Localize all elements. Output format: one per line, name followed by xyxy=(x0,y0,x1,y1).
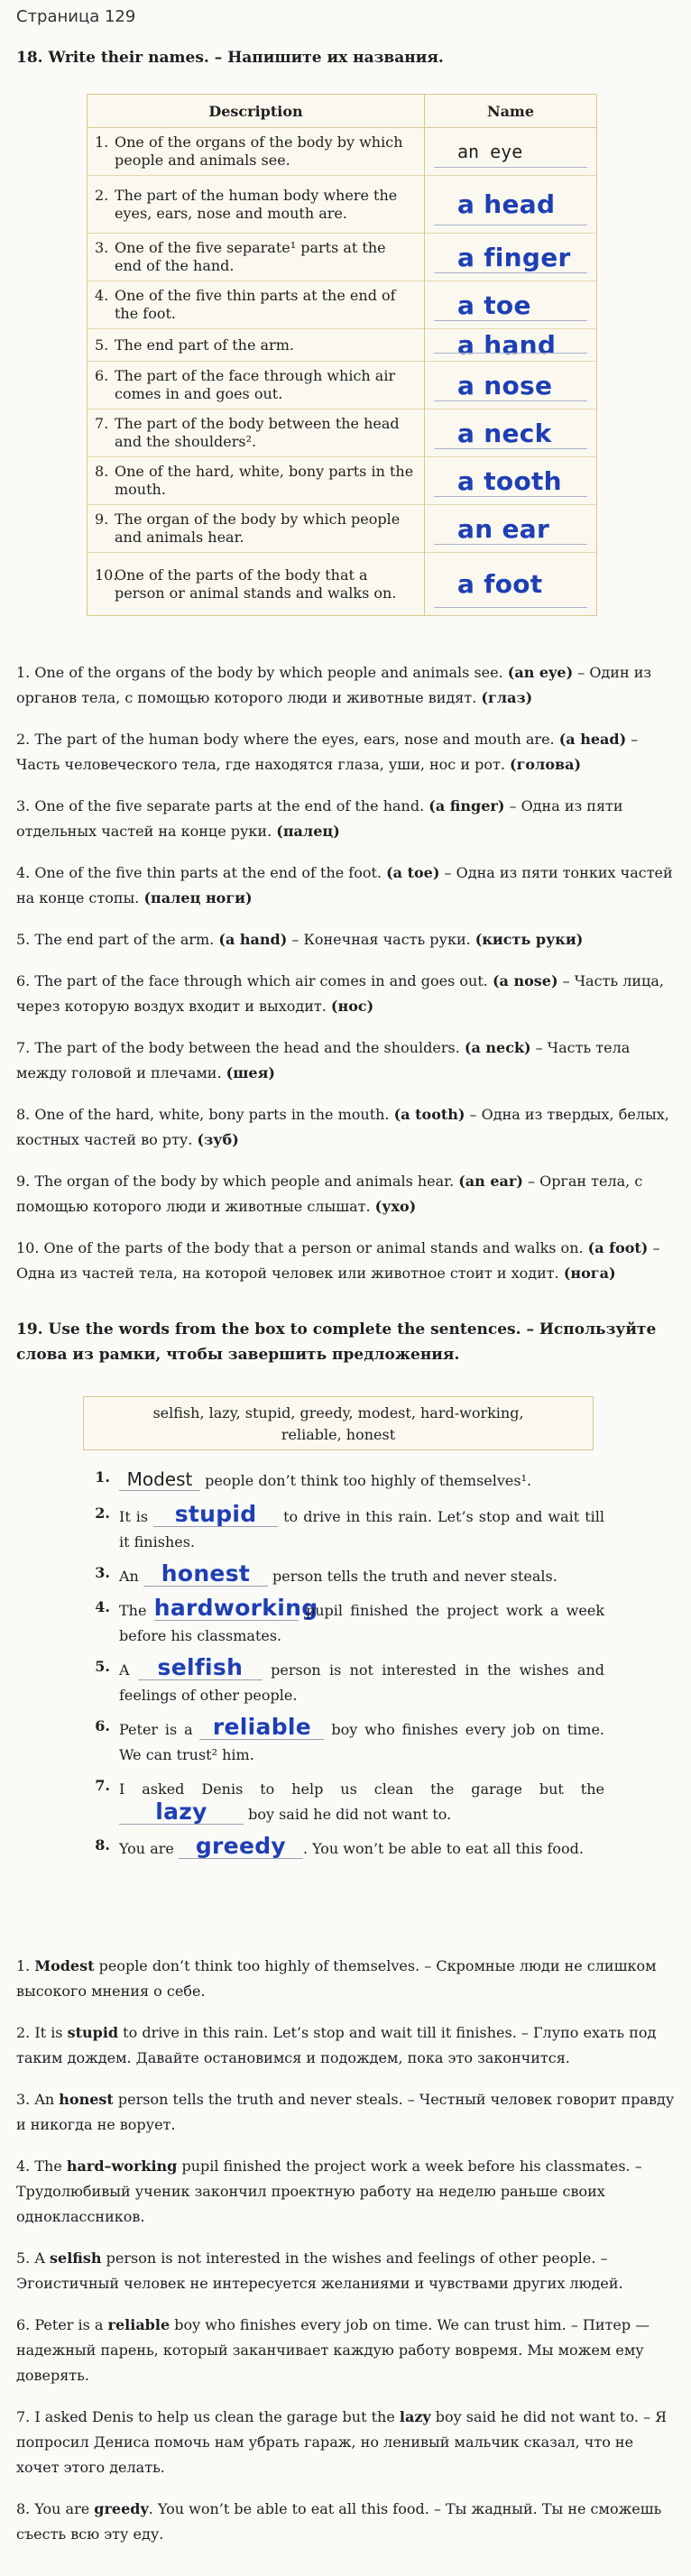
handwritten-answer: greedy xyxy=(195,1833,286,1859)
handwritten-answer: hardworking xyxy=(153,1595,318,1621)
translation-text: 4. The xyxy=(16,2157,67,2175)
translation-text: – Часть человеческого тела, где находятся глаза, уши, нос и рот. xyxy=(16,731,639,773)
sentence-list xyxy=(83,1468,604,1862)
translation-answer: (an eye) xyxy=(507,664,574,681)
translation-text: person tells the truth and never steals. – Честный человек говорит правду и никогда не ворует. xyxy=(16,2091,675,2133)
translation-text: . You won’t be able to eat all this food. – Ты жадный. Ты не сможешь съесть всю эту еду. xyxy=(16,2500,662,2543)
sentence-text: I asked Denis to help us clean the garage but the xyxy=(119,1780,604,1798)
exercise-18-translations xyxy=(16,660,675,1302)
sentence-number: 7. xyxy=(95,1777,110,1794)
answer-cell xyxy=(425,505,597,553)
word-box xyxy=(83,1396,594,1450)
translation-text: – Часть лица, через которую воздух входит и выходит. xyxy=(16,972,664,1015)
handwritten-answer: a neck xyxy=(457,418,552,448)
sentence xyxy=(83,1501,604,1555)
description-text: One of the five separate¹ parts at the end of the hand. xyxy=(115,239,386,274)
translation-text: 2. The part of the human body where the eyes, ears, nose and mouth are. xyxy=(16,731,559,748)
translation-item xyxy=(16,860,675,911)
description-wrap xyxy=(95,133,415,170)
sentence-text: A xyxy=(119,1661,138,1679)
handwritten-answer: a foot xyxy=(457,569,543,599)
translation-answer: (a foot) xyxy=(587,1239,649,1256)
answer-blank xyxy=(119,1470,200,1491)
description-text: One of the organs of the body by which people and animals see. xyxy=(115,133,403,169)
answer-underline xyxy=(434,272,587,273)
sentence-text: person is not interested in the wishes and feelings of other people. xyxy=(119,1661,604,1704)
sentence-text: You are xyxy=(119,1840,179,1857)
description-text: The end part of the arm. xyxy=(115,336,294,354)
answer-underline xyxy=(434,496,587,497)
translation-item xyxy=(16,1035,675,1086)
handwritten-answer: a tooth xyxy=(457,465,562,496)
translation-answer: Modest xyxy=(34,1957,95,1974)
exercise-18-heading: 18. Write their names. – Напишите их названия. xyxy=(16,49,444,67)
answer-blank xyxy=(119,1799,244,1825)
answer-underline xyxy=(434,544,587,545)
translation-text: 7. I asked Denis to help us clean the garage but the xyxy=(16,2408,400,2425)
translation-item xyxy=(16,2246,675,2296)
sentence-body xyxy=(119,1560,604,1589)
row-number: 6. xyxy=(95,367,109,384)
answer-cell xyxy=(425,457,597,505)
translation-text: 7. The part of the body between the head and the shoulders. xyxy=(16,1039,465,1056)
sentence-text: person tells the truth and never steals. xyxy=(267,1568,557,1585)
table-row xyxy=(88,128,597,176)
translation-answer: stupid xyxy=(67,2024,119,2041)
sentence xyxy=(83,1714,604,1768)
row-number: 7. xyxy=(95,415,109,432)
description-wrap xyxy=(95,336,415,354)
sentence-number: 6. xyxy=(95,1717,110,1734)
sentence xyxy=(83,1560,604,1589)
table-row xyxy=(88,457,597,505)
translation-text: 3. One of the five separate parts at the end of the hand. xyxy=(16,797,429,814)
row-number: 5. xyxy=(95,336,109,354)
translation-text: 6. Peter is a xyxy=(16,2316,108,2333)
answer-underline xyxy=(434,400,587,401)
handwritten-answer: a head xyxy=(457,189,556,219)
sentence-number: 4. xyxy=(95,1598,110,1615)
row-number: 9. xyxy=(95,511,109,528)
description-cell xyxy=(88,281,425,329)
answer-blank xyxy=(199,1714,324,1740)
translation-text: pupil finished the project work a week before his classmates. – Трудолюбивый ученик закончил проектную работу на неделю раньше своих одноклассников. xyxy=(16,2157,642,2225)
sentence-body xyxy=(119,1714,604,1768)
table-row xyxy=(88,234,597,281)
description-wrap xyxy=(95,415,415,451)
translation-text: 1. One of the organs of the body by which people and animals see. xyxy=(16,664,508,681)
table-row xyxy=(88,553,597,616)
translation-text: 2. It is xyxy=(16,2024,68,2041)
exercise-19-heading: 19. Use the words from the box to complete the sentences. – Используйте слова из рамки, чтобы завершить предложения. xyxy=(16,1320,657,1364)
exercise-19-translations xyxy=(16,1954,675,2563)
translation-text: 9. The organ of the body by which people and animals hear. xyxy=(16,1173,459,1190)
answer-cell xyxy=(425,281,597,329)
description-wrap xyxy=(95,239,415,275)
translation-text: – Орган тела, с помощью которого люди и животные слышат. xyxy=(16,1173,643,1215)
description-text: The part of the human body where the eyes, ears, nose and mouth are. xyxy=(115,186,398,222)
answer-underline xyxy=(434,353,587,354)
translation-answer: (a tooth) xyxy=(393,1106,465,1123)
sentence xyxy=(83,1595,605,1649)
translation-item xyxy=(16,1169,675,1219)
translation-answer-ru: (голова) xyxy=(510,756,582,773)
names-table xyxy=(87,94,597,616)
translation-item xyxy=(16,969,675,1019)
handwritten-answer: an eye xyxy=(457,141,523,162)
description-cell xyxy=(88,362,425,409)
translation-text: boy said he did not want to. – Я попросил Дениса помочь нам убрать гараж, но ленивый мальчик сказал, что не хочет этого делать. xyxy=(16,2408,667,2476)
table-row xyxy=(88,281,597,329)
sentence-text: people don’t think too highly of themselves¹. xyxy=(200,1472,532,1489)
description-wrap xyxy=(95,511,415,547)
handwritten-answer: honest xyxy=(161,1560,251,1587)
translation-text: 3. An xyxy=(16,2091,60,2108)
sentence-text: An xyxy=(119,1568,143,1585)
translation-text: boy who finishes every job on time. We can trust him. – Питер — надежный парень, который заканчивает каждую работу вовремя. Мы можем ему доверять. xyxy=(16,2316,650,2384)
answer-underline xyxy=(434,167,587,168)
translation-item xyxy=(16,2313,675,2388)
translation-text: 1. xyxy=(16,1957,35,1974)
sentence-body xyxy=(119,1501,604,1555)
translation-answer-ru: (палец) xyxy=(276,823,340,840)
translation-text: 4. One of the five thin parts at the end of the foot. xyxy=(16,864,387,881)
sentence-text: Peter is a xyxy=(119,1721,200,1738)
sentence-body xyxy=(119,1833,604,1862)
translation-item xyxy=(16,2154,675,2230)
translation-text: – Одна из частей тела, на которой человек или животное стоит и ходит. xyxy=(16,1239,660,1282)
translation-answer: (a toe) xyxy=(386,864,440,881)
translation-answer-ru: (ухо) xyxy=(374,1198,417,1215)
description-cell xyxy=(88,234,425,281)
description-wrap xyxy=(95,367,415,403)
table-row xyxy=(88,329,597,362)
sentence-body xyxy=(119,1595,605,1649)
description-wrap xyxy=(95,566,415,603)
translation-text: – Одна из твердых, белых, костных частей во рту. xyxy=(16,1106,669,1148)
row-number: 8. xyxy=(95,463,109,480)
sentence xyxy=(83,1468,604,1494)
sentence-body xyxy=(119,1654,604,1708)
answer-blank xyxy=(143,1560,268,1587)
handwritten-answer: a hand xyxy=(457,330,557,360)
translation-item xyxy=(16,727,675,777)
translation-answer: (a neck) xyxy=(464,1039,531,1056)
column-header-description: Description xyxy=(88,95,425,128)
sentence-text: . You won’t be able to eat all this food. xyxy=(302,1840,584,1857)
translation-text: 8. You are xyxy=(16,2500,95,2517)
answer-cell xyxy=(425,329,597,362)
translation-item xyxy=(16,1954,675,2004)
sentence-number: 1. xyxy=(95,1468,110,1486)
row-number: 10. xyxy=(95,566,118,584)
translation-text: person is not interested in the wishes and feelings of other people. – Эгоистичный человек не интересуется желаниями и чувствами других людей. xyxy=(16,2249,623,2292)
description-text: The organ of the body by which people and animals hear. xyxy=(115,511,401,546)
description-wrap xyxy=(95,463,415,499)
description-text: One of the hard, white, bony parts in the mouth. xyxy=(115,463,414,498)
description-wrap xyxy=(95,187,415,223)
sentence-number: 8. xyxy=(95,1836,110,1854)
answer-underline xyxy=(434,448,587,449)
handwritten-answer: a toe xyxy=(457,290,531,320)
sentence-text: boy said he did not want to. xyxy=(244,1806,452,1823)
sentence xyxy=(83,1777,604,1827)
sentence-number: 3. xyxy=(95,1564,110,1581)
translation-text: – Часть тела между головой и плечами. xyxy=(16,1039,631,1081)
translation-answer-ru: (глаз) xyxy=(481,689,533,706)
handwritten-answer: Modest xyxy=(126,1468,193,1490)
translation-answer-ru: (зуб) xyxy=(197,1131,239,1148)
translation-answer: greedy xyxy=(94,2500,149,2517)
table-row xyxy=(88,176,597,234)
translation-answer-ru: (нога) xyxy=(563,1265,616,1282)
answer-blank xyxy=(179,1833,303,1859)
translation-text: – Одна из пяти тонких частей на конце стопы. xyxy=(16,864,673,906)
translation-item xyxy=(16,794,675,844)
translation-text: – Один из органов тела, с помощью которого люди и животные видят. xyxy=(16,664,652,706)
sentence-body xyxy=(119,1777,604,1827)
translation-text: 10. One of the parts of the body that a person or animal stands and walks on. xyxy=(16,1239,588,1256)
translation-answer: hard–working xyxy=(66,2157,178,2175)
translation-text: to drive in this rain. Let’s stop and wait till it finishes. – Глупо ехать под таким дождем. Давайте остановимся и подождем, пока это закончится. xyxy=(16,2024,657,2066)
translation-item xyxy=(16,927,675,952)
description-cell xyxy=(88,457,425,505)
translation-text: 6. The part of the face through which air comes in and goes out. xyxy=(16,972,493,989)
translation-item xyxy=(16,1236,675,1286)
sentence-text: boy who finishes every job on time. We can trust² him. xyxy=(119,1721,604,1763)
translation-answer: (an ear) xyxy=(458,1173,523,1190)
description-text: One of the parts of the body that a person or animal stands and walks on. xyxy=(115,566,397,602)
translation-answer: (a head) xyxy=(558,731,627,748)
translation-answer-ru: (кисть руки) xyxy=(474,931,584,948)
description-cell xyxy=(88,176,425,234)
translation-item xyxy=(16,2020,675,2071)
sentence xyxy=(83,1833,604,1862)
translation-answer: honest xyxy=(59,2091,114,2108)
description-text: One of the five thin parts at the end of the foot. xyxy=(115,287,396,322)
translation-answer: (a nose) xyxy=(492,972,558,989)
handwritten-answer: stupid xyxy=(174,1501,257,1527)
word-box-line: reliable, honest xyxy=(281,1426,396,1443)
handwritten-answer: reliable xyxy=(212,1714,312,1740)
translation-text: – Одна из пяти отдельных частей на конце руки. xyxy=(16,797,623,840)
handwritten-answer: a nose xyxy=(457,370,553,400)
sentence-text: pupil finished the project work a week before his classmates. xyxy=(119,1602,605,1644)
translation-text: 5. A xyxy=(16,2249,50,2267)
handwritten-answer: a finger xyxy=(457,242,571,272)
answer-underline xyxy=(434,607,587,608)
column-header-name: Name xyxy=(425,95,597,128)
translation-item xyxy=(16,660,675,711)
description-cell xyxy=(88,128,425,176)
row-number: 1. xyxy=(95,133,109,151)
translation-item xyxy=(16,2405,675,2480)
answer-cell xyxy=(425,409,597,457)
row-number: 4. xyxy=(95,287,109,304)
translation-answer-ru: (шея) xyxy=(226,1064,275,1081)
translation-answer: lazy xyxy=(399,2408,431,2425)
translation-answer-ru: (нос) xyxy=(330,998,374,1015)
answer-cell xyxy=(425,128,597,176)
translation-answer-ru: (палец ноги) xyxy=(143,889,253,906)
answer-underline xyxy=(434,320,587,321)
answer-blank xyxy=(138,1654,263,1680)
translation-text: 8. One of the hard, white, bony parts in the mouth. xyxy=(16,1106,394,1123)
sentence xyxy=(83,1654,604,1708)
sentence-text: to drive in this rain. Let’s stop and wait till it finishes. xyxy=(119,1508,604,1550)
page-number: Страница 129 xyxy=(16,7,136,26)
description-wrap xyxy=(95,287,415,323)
table-row xyxy=(88,505,597,553)
translation-item xyxy=(16,1102,675,1153)
description-cell xyxy=(88,409,425,457)
description-cell xyxy=(88,553,425,616)
translation-answer: reliable xyxy=(107,2316,170,2333)
sentence-text: The xyxy=(119,1602,154,1619)
handwritten-answer: an ear xyxy=(457,513,550,544)
sentence-body xyxy=(119,1468,604,1494)
description-text: The part of the face through which air comes in and goes out. xyxy=(115,367,396,402)
translation-answer: selfish xyxy=(50,2249,102,2267)
translation-item xyxy=(16,2087,675,2138)
handwritten-answer: lazy xyxy=(155,1799,207,1825)
description-cell xyxy=(88,505,425,553)
translation-text: people don’t think too highly of themselves. – Скромные люди не слишком высокого мнения о себе. xyxy=(16,1957,657,2000)
answer-blank xyxy=(153,1501,278,1527)
sentence-number: 5. xyxy=(95,1658,110,1675)
translation-answer: (a hand) xyxy=(218,931,288,948)
table-row xyxy=(88,362,597,409)
description-text: The part of the body between the head and the shoulders². xyxy=(115,415,400,450)
row-number: 3. xyxy=(95,239,109,256)
translation-text: 5. The end part of the arm. xyxy=(16,931,219,948)
translation-item xyxy=(16,2497,675,2547)
translation-text: – Конечная часть руки. xyxy=(287,931,475,948)
translation-answer: (a finger) xyxy=(428,797,505,814)
table-row xyxy=(88,409,597,457)
description-cell xyxy=(88,329,425,362)
sentence-text: It is xyxy=(119,1508,154,1525)
answer-cell xyxy=(425,176,597,234)
word-box-line: selfish, lazy, stupid, greedy, modest, hard-working, xyxy=(152,1404,524,1421)
answer-cell xyxy=(425,234,597,281)
answer-cell xyxy=(425,553,597,616)
handwritten-answer: selfish xyxy=(157,1654,244,1680)
row-number: 2. xyxy=(95,186,109,204)
answer-blank xyxy=(153,1595,318,1621)
sentence-number: 2. xyxy=(95,1504,110,1522)
answer-cell xyxy=(425,362,597,409)
